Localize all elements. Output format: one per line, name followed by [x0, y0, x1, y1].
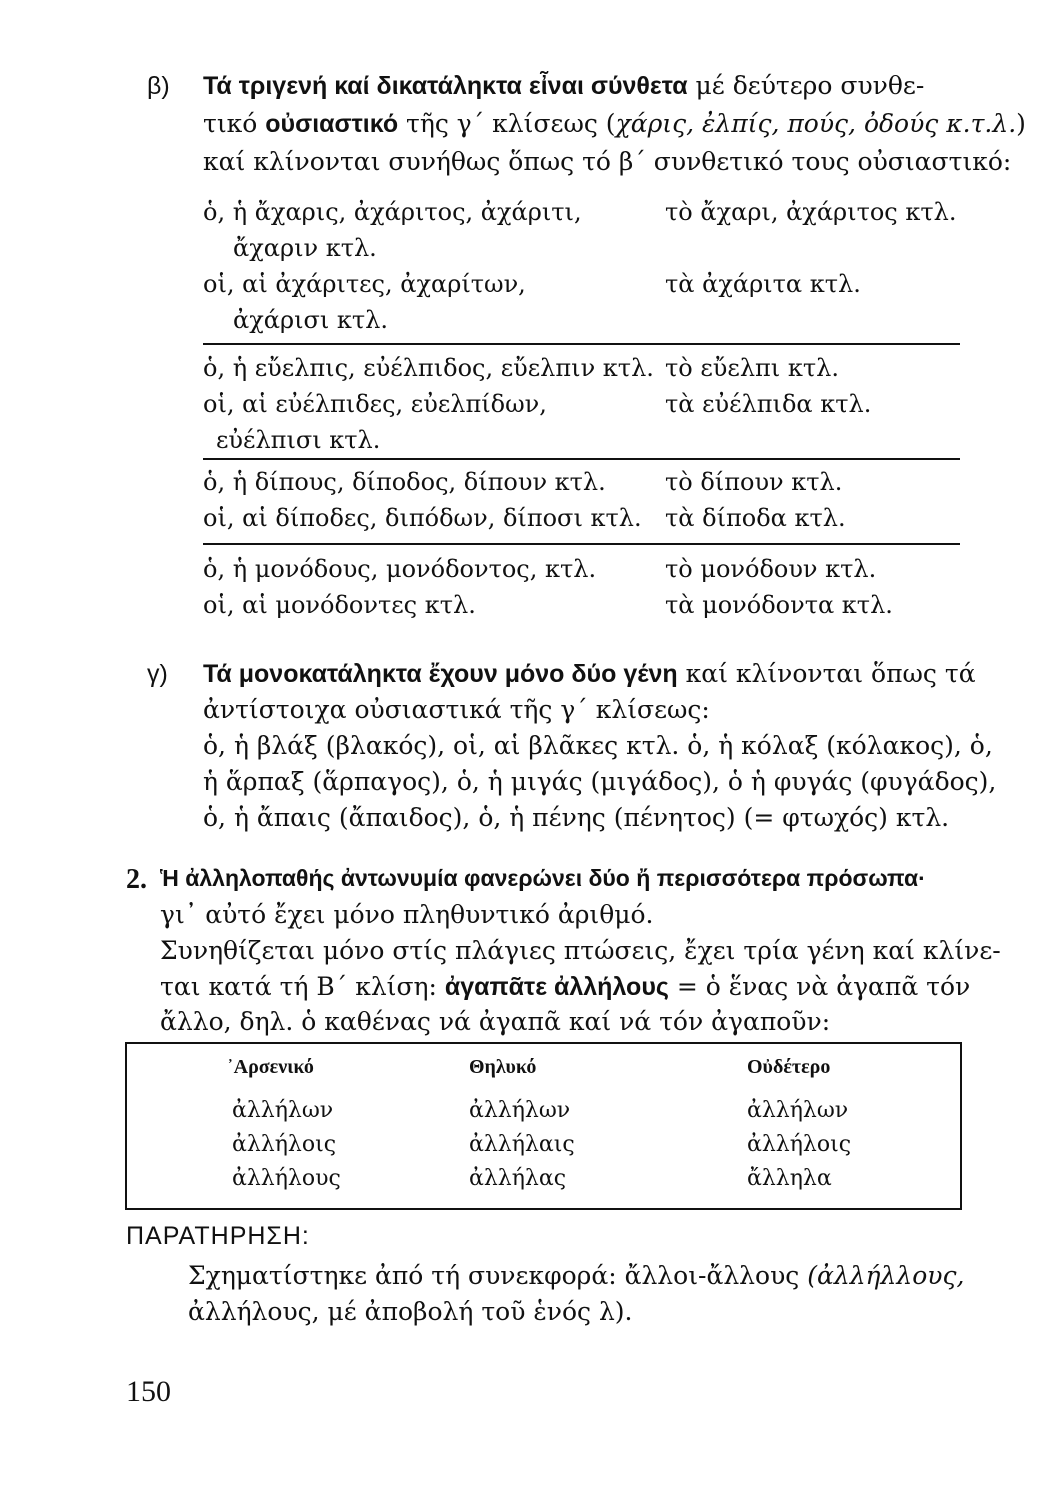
table-cell: ἀλλήλαις	[469, 1132, 575, 1157]
beta-g3-left-1: ὁ, ἡ δίπους, δίποδος, δίπουν κτλ.	[203, 468, 606, 496]
beta-g4-left-1: ὁ, ἡ μονόδους, μονόδοντος, κτλ.	[203, 555, 597, 583]
beta-g2-left-1: ὁ, ἡ εὔελπις, εὐέλπιδος, εὔελπιν κτλ.	[203, 354, 654, 382]
beta-intro-line-2	[203, 106, 1026, 142]
pronoun-table	[125, 1042, 962, 1210]
beta-line2-b: τῆς γ΄ κλίσεως (	[398, 109, 616, 138]
gamma-intro-line-1	[203, 656, 976, 692]
beta-g4-right-2: τὰ μονόδοντα κτλ.	[665, 591, 893, 619]
divider	[203, 543, 960, 545]
beta-g4-right-1: τὸ μονόδουν κτλ.	[665, 555, 877, 583]
beta-line2-bold: οὐσιαστικό	[265, 110, 399, 138]
beta-g2-right-2: τὰ εὐέλπιδα κτλ.	[665, 390, 872, 418]
beta-g1-right-3: τὰ ἀχάριτα κτλ.	[665, 270, 861, 298]
beta-intro-rest: μέ δεύτερο συνθε-	[687, 71, 925, 100]
note-line-2: ἀλλήλους, μέ ἀποβολή τοῦ ἑνός λ).	[188, 1297, 633, 1326]
table-header-neuter: Οὐδέτερο	[747, 1056, 831, 1078]
beta-g3-left-2: οἱ, αἱ δίποδες, διπόδων, δίποσι κτλ.	[203, 504, 642, 532]
section2-line4-bold: ἀγαπᾶτε ἀλλήλους	[444, 973, 669, 1001]
beta-g4-left-2: οἱ, αἱ μονόδοντες κτλ.	[203, 591, 476, 619]
gamma-intro-rest: καί κλίνονται ὅπως τά	[677, 659, 976, 688]
beta-g2-left-3: εὐέλπισι κτλ.	[216, 426, 381, 454]
section2-line-5: ἄλλο, δηλ. ὁ καθένας νά ἀγαπᾶ καί νά τόν ἀγαποῦν:	[160, 1007, 831, 1036]
beta-g2-right-1: τὸ εὔελπι κτλ.	[665, 354, 839, 382]
beta-line2-a: τικό	[203, 109, 266, 138]
beta-g3-right-1: τὸ δίπουν κτλ.	[665, 468, 843, 496]
table-header-masculine: ᾿Αρσενικό	[227, 1056, 314, 1078]
note-line1-italic: (ἀλλήλλους,	[807, 1261, 965, 1290]
gamma-example-3: ὁ, ἡ ἄπαις (ἄπαιδος), ὁ, ἡ πένης (πένητος) (= φτωχός) κτλ.	[203, 803, 950, 832]
section-marker-gamma: γ)	[147, 660, 168, 688]
beta-line2-italic: χάρις, ἐλπίς, πούς, ὀδούς κ.τ.λ.	[615, 109, 1017, 138]
section2-line-2: γι᾽ αὐτό ἔχει μόνο πληθυντικό ἀριθμό.	[160, 900, 654, 929]
table-cell: ἀλλήλων	[747, 1098, 849, 1123]
note-line-1	[188, 1258, 964, 1294]
beta-g1-left-2: ἄχαριν κτλ.	[233, 234, 377, 262]
gamma-example-1: ὁ, ἡ βλάξ (βλακός), οἱ, αἱ βλᾶκες κτλ. ὁ, ἡ κόλαξ (κόλακος), ὁ,	[203, 731, 993, 760]
table-header-feminine: Θηλυκό	[469, 1056, 537, 1078]
page-number: 150	[126, 1375, 171, 1408]
gamma-intro-line-2: ἀντίστοιχα οὐσιαστικά τῆς γ΄ κλίσεως:	[203, 695, 710, 724]
section2-line4-a: ται κατά τή Β΄ κλίση:	[160, 972, 445, 1001]
section2-bold-heading: Ἡ ἀλληλοπαθής ἀντωνυμία φανερώνει δύο ἤ περισσότερα πρόσωπα·	[160, 865, 926, 891]
beta-line2-c: )	[1016, 109, 1026, 138]
note-heading: ΠΑΡΑΤΗΡΗΣΗ:	[126, 1222, 310, 1250]
table-cell: ἄλληλα	[747, 1166, 832, 1191]
beta-intro-bold: Τά τριγενή καί δικατάληκτα εἶναι σύνθετα	[203, 72, 688, 100]
beta-g3-right-2: τὰ δίποδα κτλ.	[665, 504, 846, 532]
table-cell: ἀλλήλοις	[232, 1132, 337, 1157]
section2-line-1	[160, 860, 926, 896]
beta-g1-left-1: ὁ, ἡ ἄχαρις, ἀχάριτος, ἀχάριτι,	[203, 198, 582, 226]
gamma-example-2: ἡ ἅρπαξ (ἅρπαγος), ὁ, ἡ μιγάς (μιγάδος), ὁ ἡ φυγάς (φυγάδος),	[203, 767, 997, 796]
section2-line-3: Συνηθίζεται μόνο στίς πλάγιες πτώσεις, ἔχει τρία γένη καί κλίνε-	[160, 936, 1001, 965]
divider	[203, 458, 960, 460]
table-cell: ἀλλήλοις	[747, 1132, 852, 1157]
table-cell: ἀλλήλων	[469, 1098, 571, 1123]
beta-g2-left-2: οἱ, αἱ εὐέλπιδες, εὐελπίδων,	[203, 390, 547, 418]
table-cell: ἀλλήλων	[232, 1098, 334, 1123]
section-number: 2.	[126, 864, 147, 895]
table-cell: ἀλλήλας	[469, 1166, 567, 1191]
table-cell: ἀλλήλους	[232, 1166, 341, 1191]
beta-intro-line-1	[203, 68, 924, 104]
section2-line-4	[160, 969, 970, 1005]
beta-g1-left-4: ἀχάρισι κτλ.	[233, 306, 389, 334]
note-line1-a: Σχηματίστηκε ἀπό τή συνεκφορά: ἄλλοι-ἄλλους	[188, 1261, 808, 1290]
section-marker-beta: β)	[147, 72, 170, 100]
gamma-intro-bold: Τά μονοκατάληκτα ἔχουν μόνο δύο γένη	[203, 660, 678, 688]
beta-intro-line-3: καί κλίνονται συνήθως ὅπως τό β΄ συνθετικό τους οὐσιαστικό:	[203, 147, 1012, 176]
beta-g1-right-1: τὸ ἄχαρι, ἀχάριτος κτλ.	[665, 198, 957, 226]
beta-g1-left-3: οἱ, αἱ ἀχάριτες, ἀχαρίτων,	[203, 270, 526, 298]
section2-line4-b: = ὁ ἕνας νὰ ἀγαπᾶ τόν	[668, 972, 971, 1001]
divider	[203, 343, 960, 345]
